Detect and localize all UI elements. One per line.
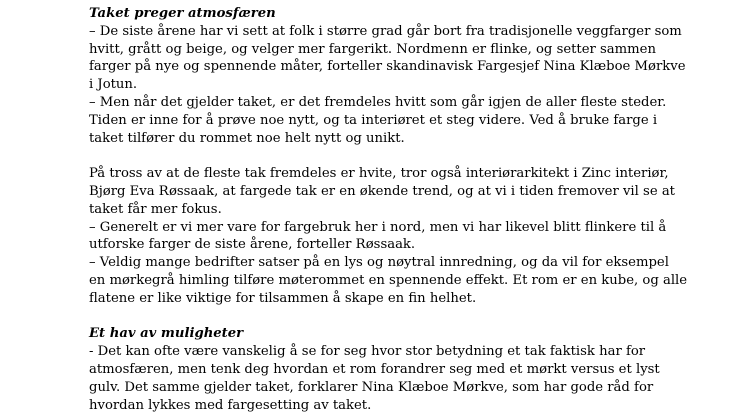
text-line: – Generelt er vi mer vare for fargebruk her i nord, men vi har likevel blitt flinkere til å bbox=[89, 219, 667, 235]
paragraph-muligheter bbox=[89, 343, 729, 414]
text-line: – Men når det gjelder taket, er det fremdeles hvitt som går igjen de aller fleste steder. bbox=[89, 94, 667, 110]
document-body bbox=[89, 5, 729, 414]
text-line: hvordan lykkes med fargesetting av taket. bbox=[89, 397, 372, 413]
text-line: i Jotun. bbox=[89, 77, 138, 93]
section-heading-taket-preger-atmosfaeren: Taket preger atmosfæren bbox=[89, 6, 276, 21]
text-line: en mørkegrå himling tilføre møterommet en spennende effekt. Et rom er en kube, og alle bbox=[89, 272, 688, 288]
text-line: Tiden er inne for å prøve noe nytt, og ta interiøret et steg videre. Ved å bruke farge i bbox=[89, 112, 658, 128]
text-line: hvitt, grått og beige, og velger mer fargerikt. Nordmenn er flinke, og setter sammen bbox=[89, 41, 656, 57]
text-line: – De siste årene har vi sett at folk i større grad går bort fra tradisjonelle veggfarger som bbox=[89, 23, 682, 39]
text-line: – Veldig mange bedrifter satser på en lys og nøytral innredning, og da vil for eksempel bbox=[89, 255, 669, 271]
text-line: taket tilfører du rommet noe helt nytt og unikt. bbox=[89, 130, 405, 146]
text-line: På tross av at de fleste tak fremdeles er hvite, tror også interiørarkitekt i Zinc interiør, bbox=[89, 166, 669, 182]
text-line: - Det kan ofte være vanskelig å se for seg hvor stor betydning et tak faktisk har for bbox=[89, 344, 646, 360]
text-line: farger på nye og spennende måter, forteller skandinavisk Fargesjef Nina Klæboe Mørkve bbox=[89, 59, 686, 75]
section-heading-et-hav-av-muligheter: Et hav av muligheter bbox=[89, 326, 244, 342]
text-line: flatene er like viktige for tilsammen å skape en fin helhet. bbox=[89, 290, 477, 306]
paragraph-spacer bbox=[89, 147, 729, 165]
text-line: gulv. Det samme gjelder taket, forklarer Nina Klæboe Mørkve, som har gode råd for bbox=[89, 379, 654, 395]
paragraph-spacer bbox=[89, 308, 729, 326]
text-line: taket får mer fokus. bbox=[89, 201, 222, 217]
paragraph-fargesjef-quote bbox=[89, 23, 729, 148]
paragraph-interiorarkitekt-quote bbox=[89, 165, 729, 307]
text-line: Bjørg Eva Røssaak, at fargede tak er en økende trend, og at vi i tiden fremover vil se at bbox=[89, 183, 675, 199]
text-line: utforske farger de siste årene, forteller Røssaak. bbox=[89, 237, 416, 253]
text-line: atmosfæren, men tenk deg hvordan et rom forandrer seg med et mørkt versus et lyst bbox=[89, 361, 660, 377]
